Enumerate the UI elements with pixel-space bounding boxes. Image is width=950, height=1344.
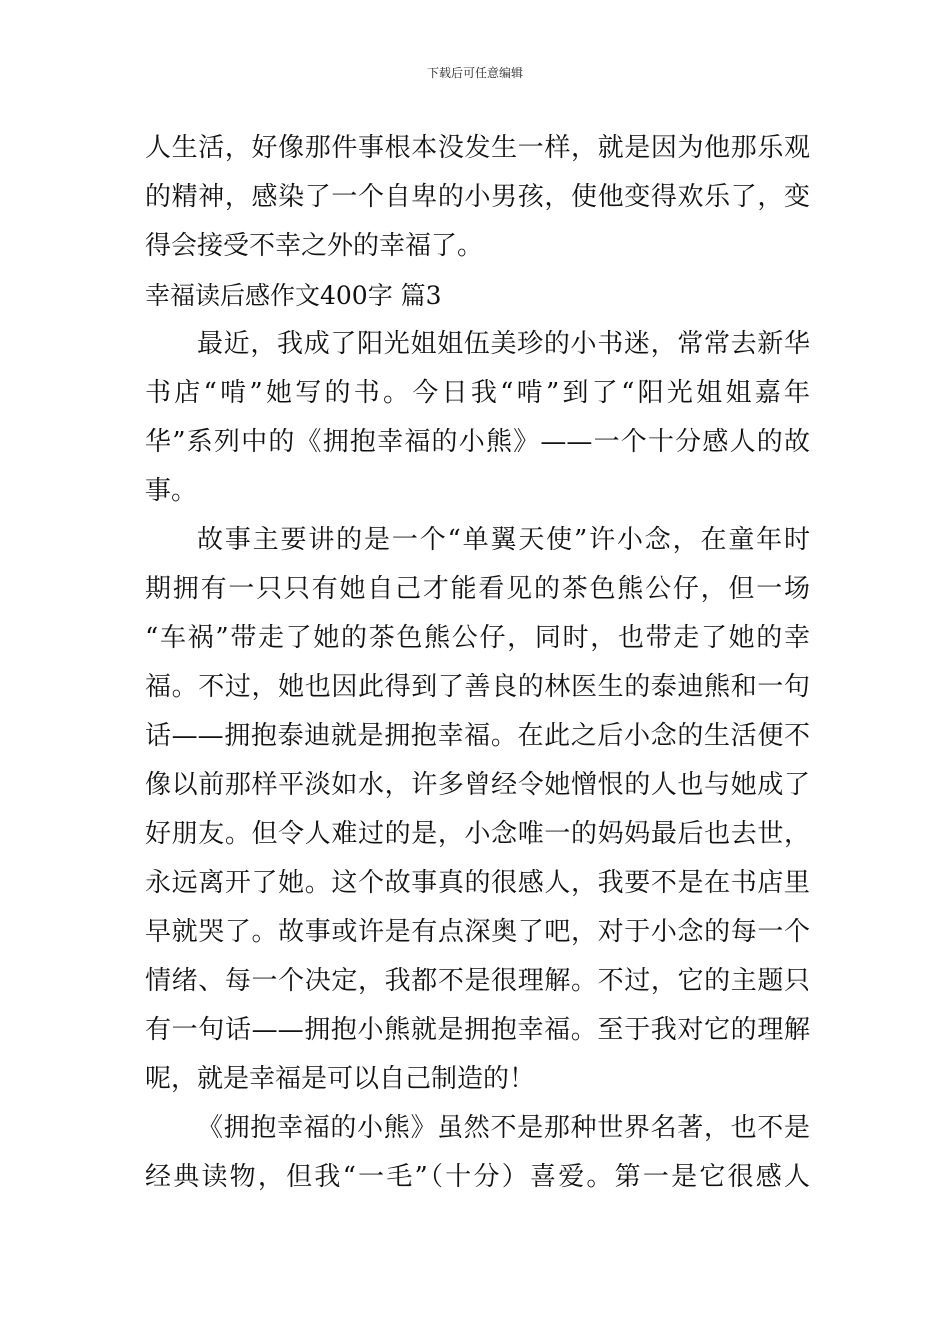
text-line: 福。不过，她也因此得到了善良的林医生的泰迪熊和一句 — [145, 672, 810, 702]
section-heading: 幸福读后感作文400字 篇3 — [145, 281, 442, 310]
text-line: 事。 — [145, 476, 198, 506]
text-line: 话——拥抱泰迪就是拥抱幸福。在此之后小念的生活便不 — [145, 721, 810, 751]
text-line: 呢，就是幸福是可以自己制造的！ — [145, 1064, 536, 1094]
text-line: 故事主要讲的是一个“单翼天使”许小念，在童年时 — [197, 525, 810, 555]
text-line: 得会接受不幸之外的幸福了。 — [145, 231, 484, 261]
text-line: 人生活，好像那件事根本没发生一样，就是因为他那乐观 — [145, 133, 810, 163]
page-header-note: 下载后可任意编辑 — [426, 66, 523, 80]
text-line: 期拥有一只只有她自己才能看见的茶色熊公仔，但一场 — [145, 574, 810, 604]
paragraph-continued — [145, 124, 810, 271]
document-body — [145, 124, 810, 1202]
text-line: 早就哭了。故事或许是有点深奥了吧，对于小念的每一个 — [145, 917, 810, 947]
text-line: 有一句话——拥抱小熊就是拥抱幸福。至于我对它的理解 — [145, 1015, 810, 1045]
text-line: 好朋友。但令人难过的是，小念唯一的妈妈最后也去世， — [145, 819, 810, 849]
text-line: 华”系列中的《拥抱幸福的小熊》——一个十分感人的故 — [145, 427, 810, 457]
text-line: 的精神，感染了一个自卑的小男孩，使他变得欢乐了，变 — [145, 182, 810, 212]
text-line: 情绪、每一个决定，我都不是很理解。不过，它的主题只 — [145, 966, 810, 996]
text-line: 永远离开了她。这个故事真的很感人，我要不是在书店里 — [145, 868, 810, 898]
text-line: 经典读物，但我“一毛”（十分）喜爱。第一是它很感人 — [145, 1162, 810, 1192]
paragraph-opinion — [145, 1104, 810, 1202]
text-line: 书店“啃”她写的书。今日我“啃”到了“阳光姐姐嘉年 — [145, 378, 810, 408]
text-line: 最近，我成了阳光姐姐伍美珍的小书迷，常常去新华 — [197, 329, 810, 359]
paragraph-story — [145, 516, 810, 1104]
text-line: “车祸”带走了她的茶色熊公仔，同时，也带走了她的幸 — [145, 623, 810, 653]
text-line: 像以前那样平淡如水，许多曾经令她憎恨的人也与她成了 — [145, 770, 810, 800]
paragraph-intro — [145, 320, 810, 516]
text-line: 《拥抱幸福的小熊》虽然不是那种世界名著，也不是 — [197, 1113, 810, 1143]
